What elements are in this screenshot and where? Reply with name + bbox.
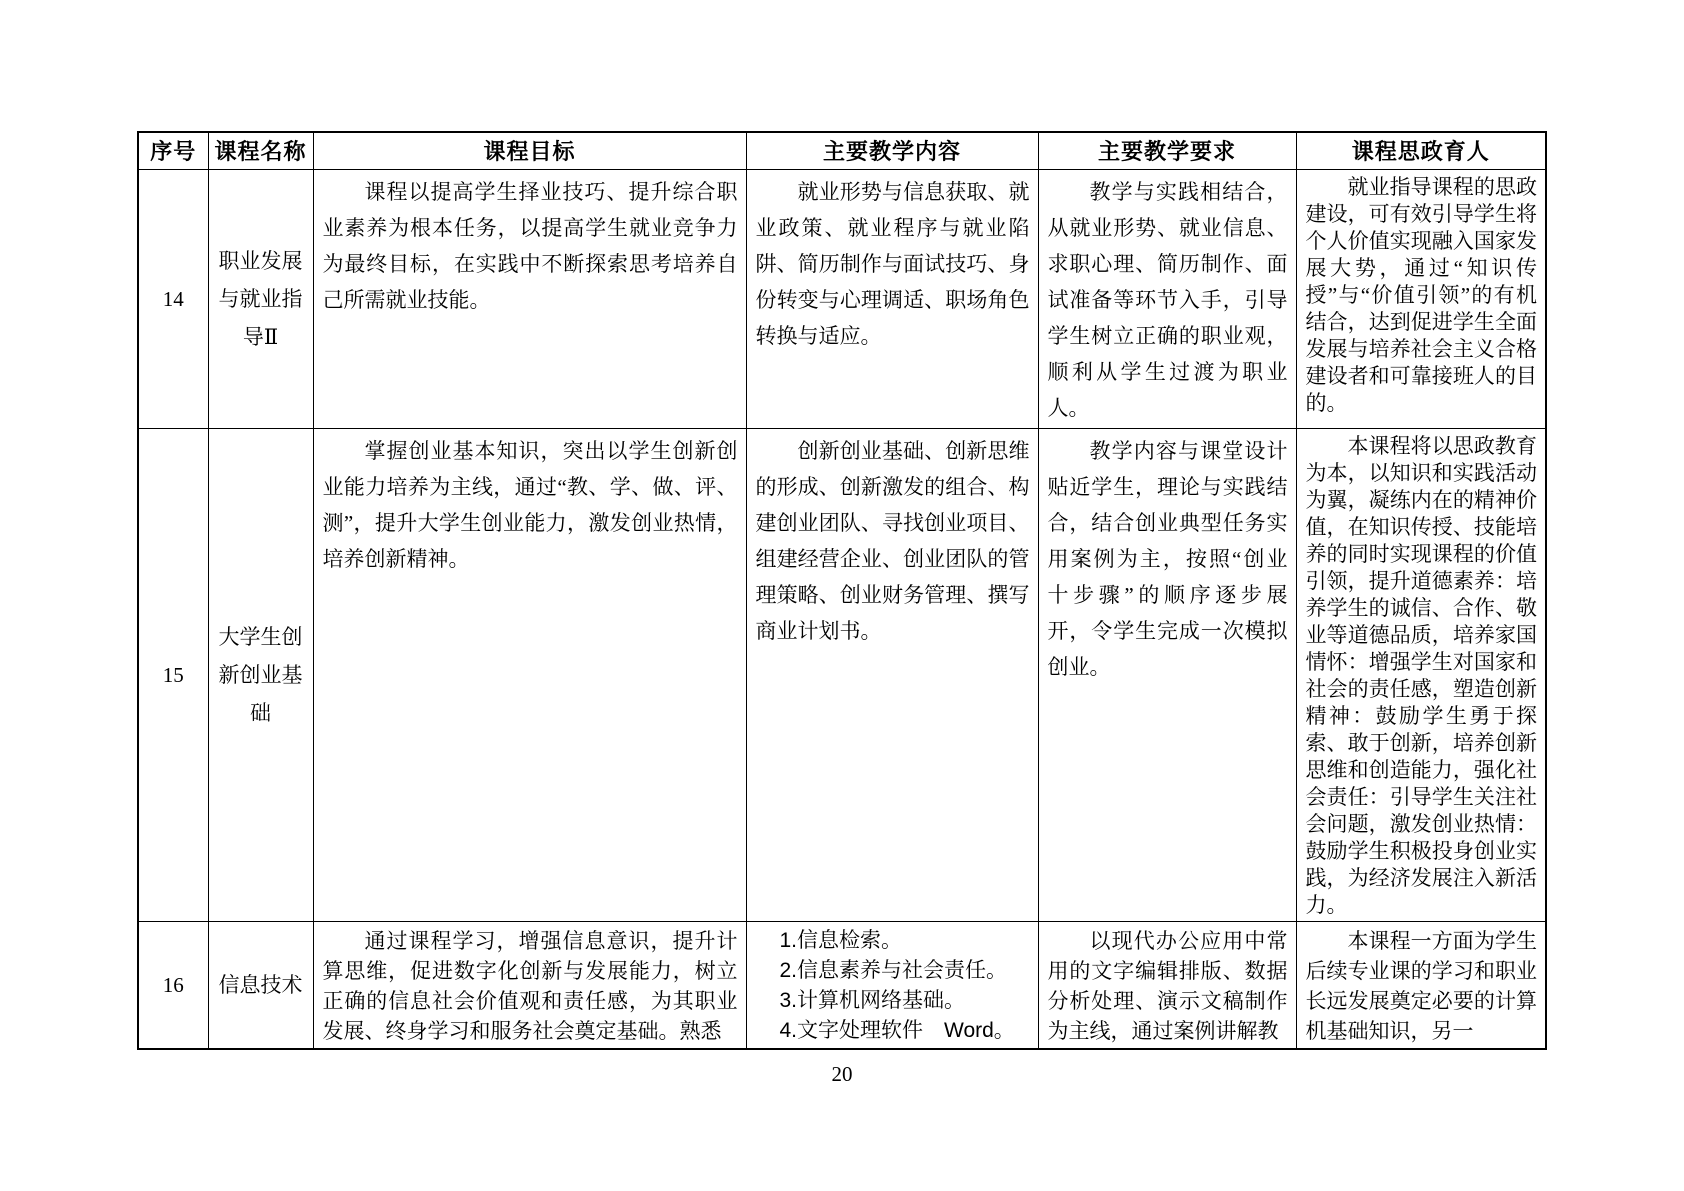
table-row [138,169,1546,428]
course-number: 15 [138,428,208,921]
content-list-item: 1.信息检索。 [779,928,903,952]
header-objective: 课程目标 [313,132,746,169]
course-plan-table [137,131,1547,1050]
course-ideology: 本课程一方面为学生后续专业课的学习和职业长远发展奠定必要的计算机基础知识，另一 [1305,928,1537,1043]
header-ideology: 课程思政育人 [1296,132,1546,169]
course-objective: 通过课程学习，增强信息意识，提升计算思维，促进数字化创新与发展能力，树立正确的信息社会价值观和责任感，为其职业发展、终身学习和服务社会奠定基础。熟悉 [322,928,738,1043]
course-objective: 课程以提高学生择业技巧、提升综合职业素养为根本任务，以提高学生就业竞争力为最终目标，在实践中不断探索思考培养自己所需就业技能。 [322,179,738,312]
course-number: 16 [138,921,208,1049]
course-name: 大学生创新创业基础 [208,428,313,921]
course-requirements: 教学内容与课堂设计贴近学生，理论与实践结合，结合创业典型任务实用案例为主，按照“创业十步骤”的顺序逐步展开，令学生完成一次模拟创业。 [1047,438,1288,679]
course-name: 职业发展与就业指导Ⅱ [208,169,313,428]
course-name: 信息技术 [208,921,313,1049]
course-requirements: 教学与实践相结合，从就业形势、就业信息、求职心理、简历制作、面试准备等环节入手，引导学生树立正确的职业观，顺利从学生过渡为职业人。 [1047,179,1288,420]
header-index: 序号 [138,132,208,169]
content-list-item: 4.文字处理软件 Word。 [779,1018,1015,1042]
course-content: 就业形势与信息获取、就业政策、就业程序与就业陷阱、简历制作与面试技巧、身份转变与心理调适、职场角色转换与适应。 [755,179,1030,348]
course-number: 14 [138,169,208,428]
table-row [138,428,1546,921]
course-content: 创新创业基础、创新思维的形成、创新激发的组合、构建创业团队、寻找创业项目、组建经营企业、创业团队的管理策略、创业财务管理、撰写商业计划书。 [755,438,1030,643]
course-requirements: 以现代办公应用中常用的文字编辑排版、数据分析处理、演示文稿制作为主线，通过案例讲解教 [1047,928,1288,1043]
course-objective: 掌握创业基本知识，突出以学生创新创业能力培养为主线，通过“教、学、做、评、测”，提升大学生创业能力，激发创业热情，培养创新精神。 [322,438,738,571]
course-ideology: 本课程将以思政教育为本，以知识和实践活动为翼，凝练内在的精神价值，在知识传授、技能培养的同时实现课程的价值引领，提升道德素养：培养学生的诚信、合作、敬业等道德品质，培养家国情怀：增强学生对国家和社会的责任感，塑造创新精神：鼓励学生勇于探索、敢于创新，培养创新思维和创造能力，强化社会责任：引导学生关注社会问题，激发创业热情：鼓励学生积极投身创业实践，为经济发展注入新活力。 [1305,433,1537,917]
header-course-name: 课程名称 [208,132,313,169]
course-content-list [746,921,1038,1049]
header-content: 主要教学内容 [746,132,1038,169]
page-number: 20 [831,1062,853,1086]
course-ideology: 就业指导课程的思政建设，可有效引导学生将个人价值实现融入国家发展大势，通过“知识传授”与“价值引领”的有机结合，达到促进学生全面发展与培养社会主义合格建设者和可靠接班人的目的。 [1305,174,1537,415]
content-list-item: 3.计算机网络基础。 [779,988,966,1012]
table-row [138,921,1546,1049]
header-requirements: 主要教学要求 [1038,132,1296,169]
content-list-item: 2.信息素养与社会责任。 [779,958,1008,982]
table-header-row [138,132,1546,169]
